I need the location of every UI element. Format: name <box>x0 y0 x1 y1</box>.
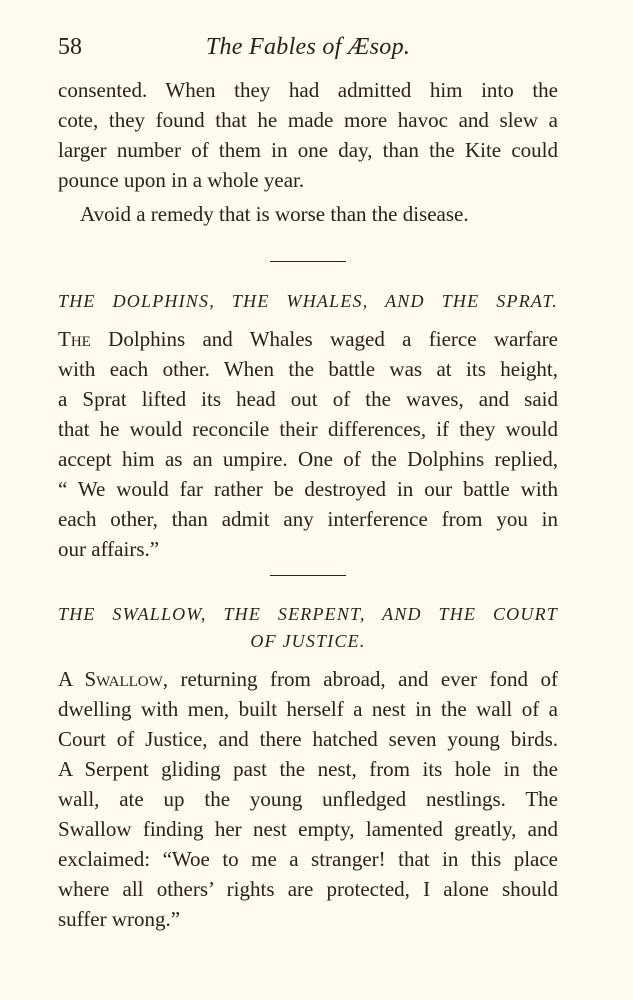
first-line-text: returning from abroad, and ever fond of <box>168 667 558 691</box>
text-line: with each other. When the battle was at its height, <box>58 357 558 381</box>
text-line: wall, ate up the young unfledged nestlings. The <box>58 787 558 811</box>
text-line: each other, than admit any interference from you in <box>58 507 558 531</box>
text-line: larger number of them in one day, than the Kite could <box>58 138 558 162</box>
text-line: Court of Justice, and there hatched seven young birds. <box>58 727 558 751</box>
text-line <box>58 664 558 694</box>
text-line: suffer wrong.” <box>58 907 181 931</box>
fable-title-dolphins: THE DOLPHINS, THE WHALES, AND THE SPRAT. <box>58 291 558 311</box>
fable-body-swallow <box>58 664 558 934</box>
text-line: accept him as an umpire. One of the Dolphins replied, <box>58 447 558 471</box>
text-line: “ We would far rather be destroyed in our battle with <box>58 477 558 501</box>
section-divider <box>270 575 346 576</box>
text-line: consented. When they had admitted him into the <box>58 78 558 102</box>
text-line: dwelling with men, built herself a nest in the wall of a <box>58 697 558 721</box>
drop-word: A Swallow, <box>58 667 169 691</box>
text-line: cote, they found that he made more havoc and slew a <box>58 108 558 132</box>
text-line: Swallow finding her nest empty, lamented greatly, and <box>58 817 558 841</box>
text-line: pounce upon in a whole year. <box>58 168 305 192</box>
drop-word: The <box>58 327 91 351</box>
page-header <box>58 34 558 64</box>
text-line: a Sprat lifted its head out of the waves, and said <box>58 387 558 411</box>
first-line-text: Dolphins and Whales waged a fierce warfare <box>90 327 558 351</box>
fable-title-swallow-line2: OF JUSTICE. <box>250 631 366 651</box>
text-line: A Serpent gliding past the nest, from its hole in the <box>58 757 558 781</box>
continued-fable-text <box>58 75 558 195</box>
fable-body-dolphins <box>58 324 558 564</box>
text-line: exclaimed: “Woe to me a stranger! that in this place <box>58 847 558 871</box>
text-line <box>58 324 558 354</box>
fable-moral: Avoid a remedy that is worse than the disease. <box>80 202 469 226</box>
page-number: 58 <box>58 34 82 60</box>
text-line: our affairs.” <box>58 537 160 561</box>
text-line: that he would reconcile their differences, if they would <box>58 417 558 441</box>
section-divider <box>270 261 346 262</box>
running-head: The Fables of Æsop. <box>205 34 411 60</box>
text-line: where all others’ rights are protected, I alone should <box>58 877 558 901</box>
fable-title-swallow-line1: THE SWALLOW, THE SERPENT, AND THE COURT <box>58 604 558 624</box>
